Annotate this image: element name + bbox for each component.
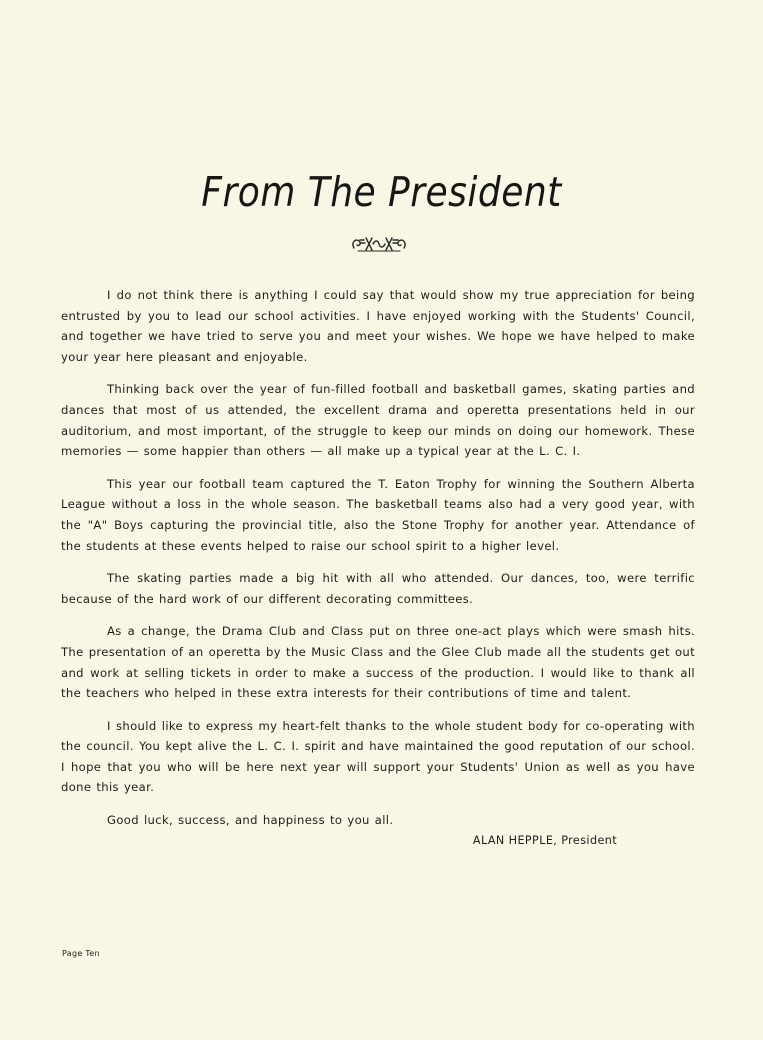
paragraph-social: The skating parties made a big hit with all who attended. Our dances, too, were terrific because of the hard work of our different decorating committees.	[61, 571, 695, 606]
page-number: Page Ten	[62, 949, 100, 958]
paragraph-thanks: I should like to express my heart-felt thanks to the whole student body for co-operating with the council. You kept alive the L. C. I. spirit and have maintained the good reputation of our school. I hope that you who will be here next year will support your Students' Union as well as you have done this year.	[61, 718, 695, 795]
paragraph-appreciation: I do not think there is anything I could say that would show my true appreciation for being entrusted by you to lead our school activities. I have enjoyed working with the Students' Council, and together we have tried to serve you and meet your wishes. We hope we have helped to make your year here pleasant and enjoyable.	[61, 288, 695, 364]
paragraph-sports: This year our football team captured the T. Eaton Trophy for winning the Southern Alberta League without a loss in the whole season. The basketball teams also had a very good year, with the "A" Boys capturing the provincial title, also the Stone Trophy for another year. Attendance of the students at these events helped to raise our school spirit to a higher level.	[61, 476, 695, 553]
signature: ALAN HEPPLE, President	[472, 834, 617, 847]
paragraph-memories: Thinking back over the year of fun-filled football and basketball games, skating parties and dances that most of us attended, the excellent drama and operetta presentations held in our auditorium, and most important, of the struggle to keep our minds on doing our homework. These memories — some happier than others — all make up a typical year at the L. C. I.	[61, 382, 695, 459]
scroll-ornament-icon	[350, 234, 408, 254]
paragraph-closing: Good luck, success, and happiness to you all.	[107, 813, 394, 828]
page-title: From The President	[201, 168, 562, 216]
paragraph-drama: As a change, the Drama Club and Class put on three one-act plays which were smash hits. The presentation of an operetta by the Music Class and the Glee Club made all the students get out and work at selling tickets in order to make a success of the production. I would like to thank all the teachers who helped in these extra interests for their contributions of time and talent.	[61, 624, 695, 701]
letter-body	[61, 285, 695, 834]
